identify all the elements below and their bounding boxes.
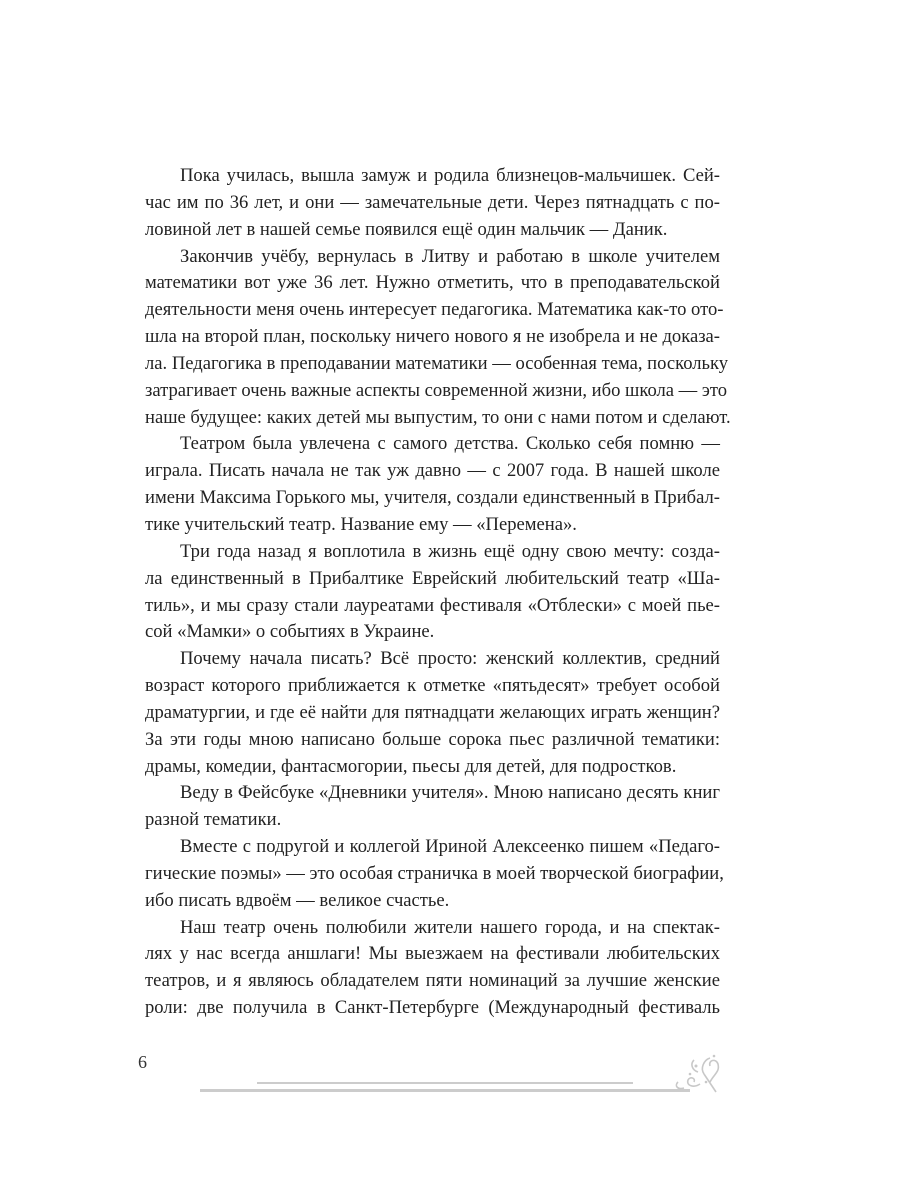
text-line: роли: две получила в Санкт-Петербурге (Международный фестиваль — [145, 997, 720, 1019]
text-line: Закончив учёбу, вернулась в Литву и работаю в школе учителем — [180, 245, 720, 267]
paragraph — [145, 244, 731, 432]
text-line: тике учительский театр. Название ему — «Перемена». — [145, 513, 577, 535]
text-line: ла единственный в Прибалтике Еврейский любительский театр «Ша- — [145, 567, 720, 589]
text-line: театров, и я являюсь обладателем пяти номинаций за лучшие женские — [145, 970, 720, 992]
paragraph — [145, 431, 720, 538]
text-line: За эти годы мною написано больше сорока пьес различной тематики: — [145, 728, 720, 750]
text-line: час им по 36 лет, и они — замечательные дети. Через пятнадцать с по- — [145, 191, 720, 213]
text-line: ибо писать вдвоём — великое счастье. — [145, 889, 450, 911]
text-line: шла на второй план, поскольку ничего нового я не изобрела и не доказа- — [145, 326, 720, 348]
text-line: ла. Педагогика в преподавании математики — особенная тема, поскольку — [145, 352, 729, 374]
text-line: наше будущее: каких детей мы выпустим, то они с нами потом и сделают. — [145, 406, 731, 428]
text-line: играла. Писать начала не так уж давно — с 2007 года. В нашей школе — [145, 460, 720, 482]
text-line: драмы, комедии, фантасмогории, пьесы для детей, для подростков. — [145, 755, 677, 777]
text-line: лях у нас всегда аншлаги! Мы выезжаем на фестивали любительских — [145, 943, 720, 965]
paragraph — [145, 915, 720, 1022]
text-line: ловиной лет в нашей семье появился ещё один мальчик — Даник. — [145, 218, 668, 240]
paragraph — [145, 780, 720, 834]
text-line: Почему начала писать? Всё просто: женский коллектив, средний — [180, 648, 720, 670]
text-line: Веду в Фейсбуке «Дневники учителя». Мною написано десять книг — [180, 782, 720, 804]
paragraph — [145, 646, 720, 780]
paragraph — [145, 539, 720, 646]
text-line: драматургии, и где её найти для пятнадцати желающих играть женщин? — [145, 701, 720, 723]
body-text — [145, 163, 731, 1022]
text-line: Три года назад я воплотила в жизнь ещё одну свою мечту: созда- — [180, 540, 720, 562]
text-line: сой «Мамки» о событиях в Украине. — [145, 621, 435, 643]
text-line: Пока училась, вышла замуж и родила близнецов-мальчишек. Сей- — [180, 165, 720, 186]
text-line: Наш театр очень полюбили жители нашего города, и на спектак- — [180, 916, 720, 938]
text-line: разной тематики. — [145, 809, 282, 831]
text-line: деятельности меня очень интересует педагогика. Математика как-то ото- — [145, 299, 724, 321]
text-line: тиль», и мы сразу стали лауреатами фестиваля «Отблески» с моей пье- — [145, 594, 720, 616]
text-line: возраст которого приближается к отметке «пятьдесят» требует особой — [145, 675, 720, 697]
text-line: затрагивает очень важные аспекты современной жизни, ибо школа — это — [145, 379, 728, 401]
paragraph — [145, 834, 724, 915]
footer-rule-top — [257, 1082, 633, 1084]
text-line: Театром была увлечена с самого детства. Сколько себя помню — — [180, 433, 720, 455]
text-line: имени Максима Горького мы, учителя, создали единственный в Прибал- — [145, 487, 720, 509]
text-line: гические поэмы» — это особая страничка в моей творческой биографии, — [145, 862, 724, 884]
floral-ornament-icon — [670, 1052, 722, 1094]
text-line: Вместе с подругой и коллегой Ириной Алексеенко пишем «Педаго- — [180, 836, 720, 858]
paragraph — [145, 163, 720, 244]
footer-rule-bottom — [200, 1089, 690, 1092]
page-number: 6 — [138, 1052, 147, 1072]
text-line: математики вот уже 36 лет. Нужно отметить, что в преподавательской — [145, 272, 720, 294]
